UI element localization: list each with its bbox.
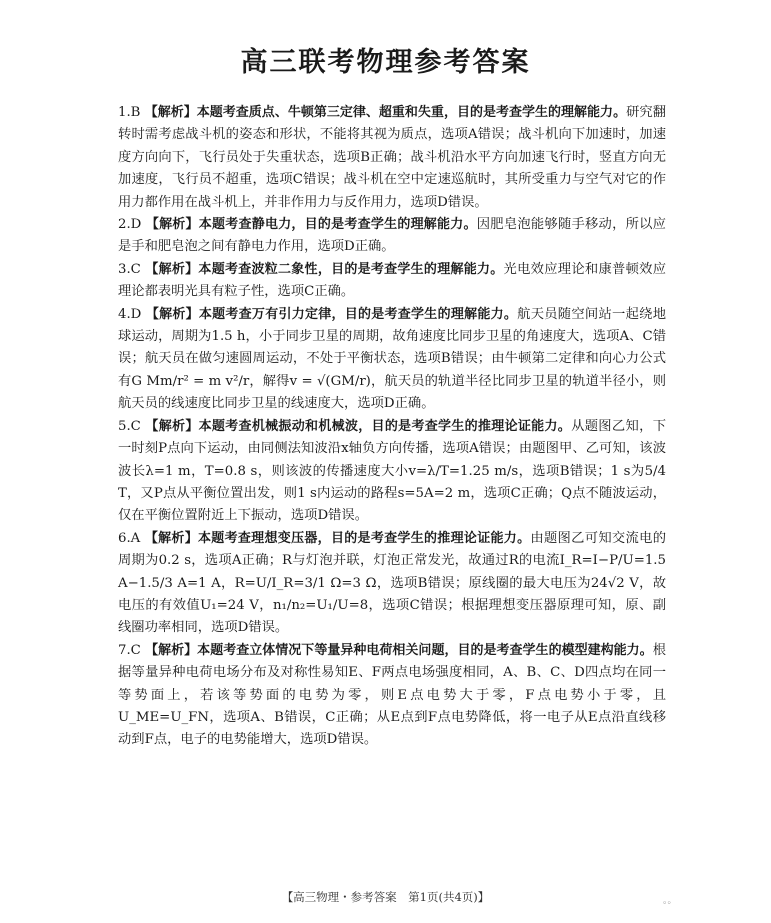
analysis-text: 由题图乙可知交流电的周期为0.2 s，选项A正确；R与灯泡并联，灯泡正常发光，故通过R的电流I_R=I−P/U=1.5 A−1.5/3 A=1 A，R=U/I_R=3/1 Ω=3 Ω，选项B错误；原线圈的最大电压为24√2 V，故电压的有效值U₁=24 V，n₁/n₂=U₁/U=8，选项C错误；根据理想变压器原理可知，原、副线圈功率相同，选项D错误。	[118, 530, 666, 636]
analysis-heading: 【解析】本题考查机械振动和机械波，目的是考查学生的推理论证能力。	[145, 418, 572, 434]
answer-item-5	[118, 416, 666, 528]
answer-number: 2.D	[118, 217, 142, 233]
analysis-heading: 【解析】本题考查理想变压器，目的是考查学生的推理论证能力。	[144, 530, 531, 546]
analysis-heading: 【解析】本题考查波粒二象性，目的是考查学生的理解能力。	[145, 261, 504, 277]
answer-item-2	[118, 214, 666, 259]
answer-number: 4.D	[118, 306, 142, 322]
answer-number: 1.B	[118, 105, 141, 120]
corner-mark: 。。	[663, 896, 677, 906]
answer-item-1	[118, 102, 666, 214]
answer-number: 3.C	[118, 261, 141, 277]
analysis-text: 航天员随空间站一起绕地球运动，周期为1.5 h，小于同步卫星的周期，故角速度比同步卫星的角速度大，选项A、C错误；航天员在做匀速圆周运动，不处于平衡状态，选项B错误；由牛顿第二定律和向心力公式有G Mm/r² = m v²/r，解得v = √(GM/r)，航天员的轨道半径比同步卫星的轨道半径小，则航天员的线速度比同步卫星的线速度大，选项D正确。	[118, 306, 667, 412]
analysis-text: 光电效应理论和康普顿效应理论都表明光具有粒子性，选项C正确。	[118, 261, 666, 300]
page-title: 高三联考物理参考答案	[240, 47, 531, 78]
analysis-heading: 【解析】本题考查立体情况下等量异种电荷相关问题，目的是考查学生的模型建构能力。	[145, 642, 653, 658]
answer-item-3	[118, 259, 666, 304]
answer-item-7	[118, 640, 666, 752]
answer-list	[118, 102, 666, 752]
analysis-text: 根据等量异种电荷电场分布及对称性易知E、F两点电场强度相同，A、B、C、D四点均在同一等势面上，若该等势面的电势为零，则E点电势大于零，F点电势小于零，且U_ME=U_FN，选项A、B错误，C正确；从E点到F点电势降低，将一电子从E点沿直线移动到F点，电子的电势能增大，选项D错误。	[118, 642, 666, 748]
analysis-heading: 【解析】本题考查静电力，目的是考查学生的理解能力。	[145, 217, 477, 233]
analysis-text: 研究翻转时需考虑战斗机的姿态和形状，不能将其视为质点，选项A错误；战斗机向下加速时，加速度方向向下，飞行员处于失重状态，选项B正确；战斗机沿水平方向加速飞行时，竖直方向无加速度，飞行员不超重，选项C错误；战斗机在空中定速巡航时，其所受重力与空气对它的作用力都作用在战斗机上，并非作用力与反作用力，选项D错误。	[118, 105, 667, 210]
analysis-heading: 【解析】本题考查质点、牛顿第三定律、超重和失重，目的是考查学生的理解能力。	[144, 105, 627, 120]
analysis-heading: 【解析】本题考查万有引力定律，目的是考查学生的理解能力。	[145, 306, 518, 322]
answer-number: 7.C	[118, 642, 141, 658]
answer-item-4	[118, 304, 666, 416]
page-footer: 【高三物理・参考答案 第1页(共4页)】	[281, 890, 490, 904]
analysis-text: 因肥皂泡能够随手移动，所以应是手和肥皂泡之间有静电力作用，选项D正确。	[118, 217, 666, 255]
answer-number: 6.A	[118, 530, 141, 546]
analysis-text: 从题图乙知，下一时刻P点向下运动，由同侧法知波沿x轴负方向传播，选项A错误；由题图甲、乙可知，该波波长λ=1 m，T=0.8 s，则该波的传播速度大小v=λ/T=1.25 m/s，选项B错误；1 s为5/4 T，又P点从平衡位置出发，则1 s内运动的路程s=5A=2 m，选项C正确；Q点不随波运动，仅在平衡位置附近上下振动，选项D错误。	[118, 418, 666, 524]
answer-item-6	[118, 528, 666, 640]
answer-number: 5.C	[118, 418, 141, 434]
